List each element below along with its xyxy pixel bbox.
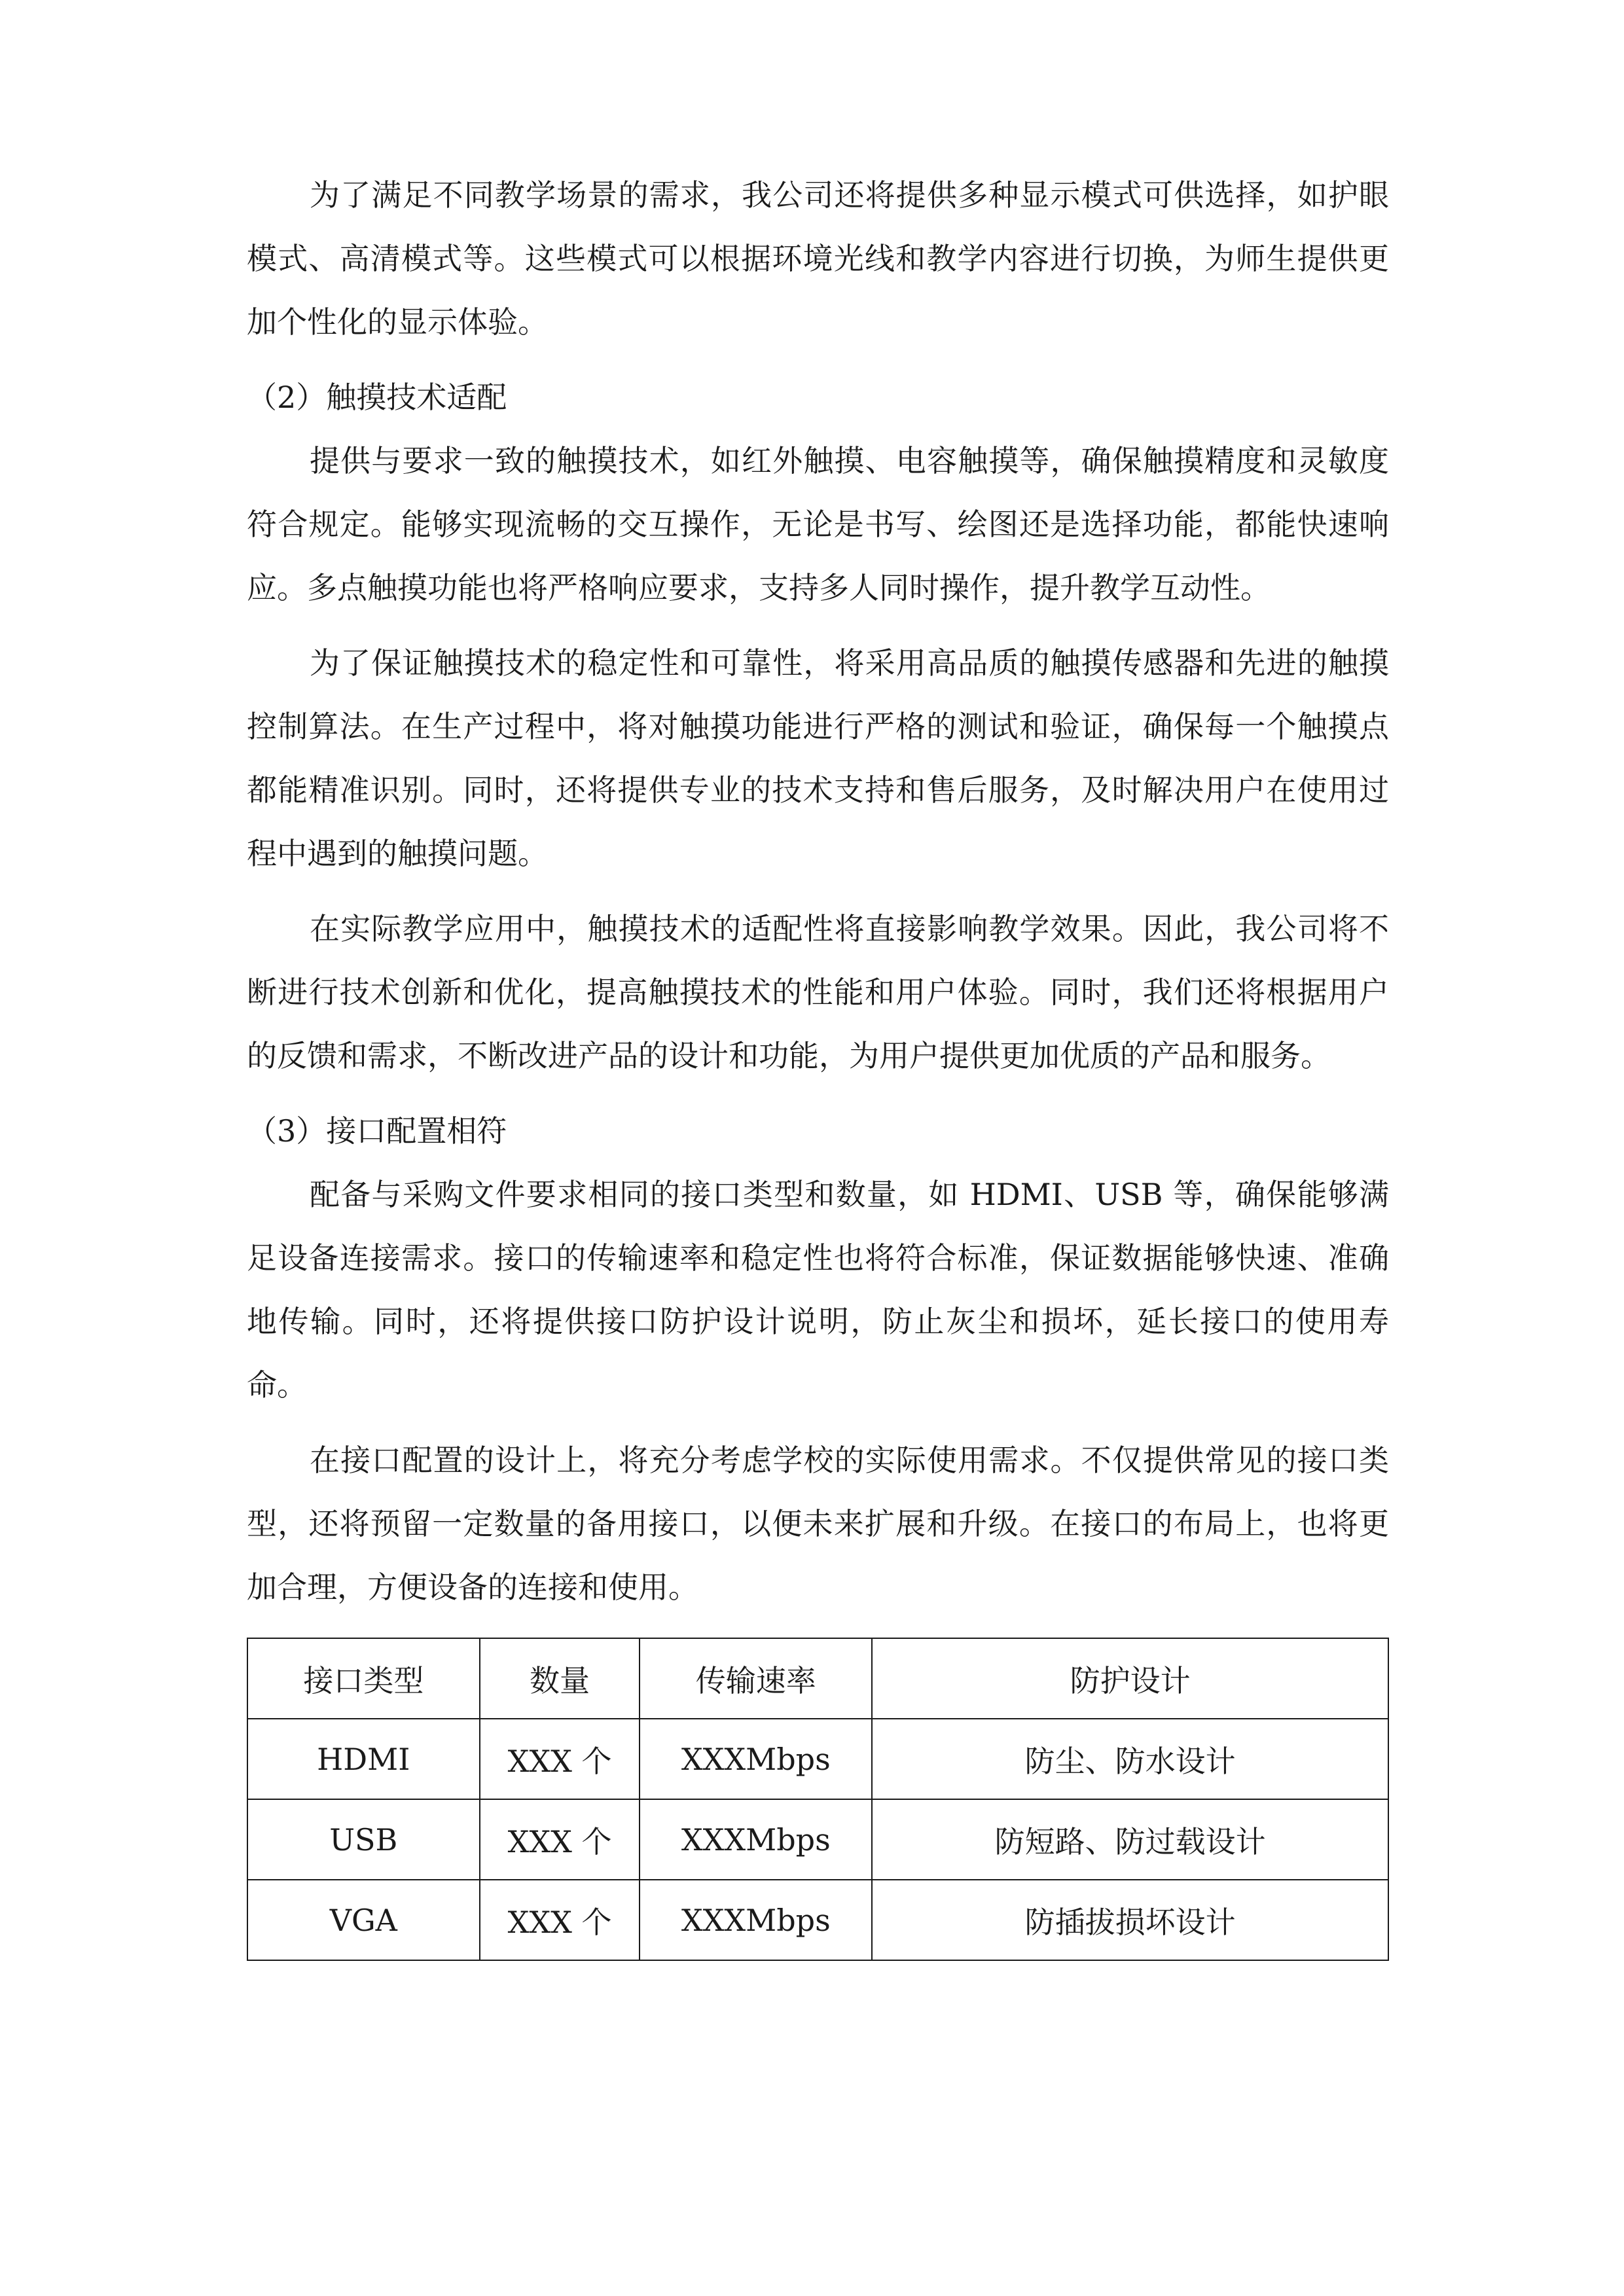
paragraph-interface-1: 配备与采购文件要求相同的接口类型和数量，如 HDMI、USB 等，确保能够满足设备连接需求。接口的传输速率和稳定性也将符合标准，保证数据能够快速、准确地传输。同时，还将提供接口防护设计说明，防止灰尘和损坏，延长接口的使用寿命。 [247, 1177, 1389, 1403]
table-row [247, 1799, 1388, 1880]
cell-interface-type: VGA [247, 1880, 480, 1960]
paragraph-touch-2: 为了保证触摸技术的稳定性和可靠性，将采用高品质的触摸传感器和先进的触摸控制算法。在生产过程中，将对触摸功能进行严格的测试和验证，确保每一个触摸点都能精准识别。同时，还将提供专业的技术支持和售后服务，及时解决用户在使用过程中遇到的触摸问题。 [247, 645, 1389, 871]
header-protection-design: 防护设计 [872, 1638, 1388, 1719]
cell-quantity: XXX 个 [480, 1799, 640, 1880]
cell-transfer-rate: XXXMbps [640, 1799, 872, 1880]
section-heading-touch: （2）触摸技术适配 [247, 380, 507, 415]
interface-table [247, 1638, 1389, 1961]
cell-protection-design: 防尘、防水设计 [872, 1719, 1388, 1799]
header-quantity: 数量 [480, 1638, 640, 1719]
cell-protection-design: 防短路、防过载设计 [872, 1799, 1388, 1880]
cell-protection-design: 防插拔损坏设计 [872, 1880, 1388, 1960]
section-heading-interface: （3）接口配置相符 [247, 1113, 507, 1149]
table-row [247, 1880, 1388, 1960]
cell-transfer-rate: XXXMbps [640, 1719, 872, 1799]
cell-transfer-rate: XXXMbps [640, 1880, 872, 1960]
paragraph-display-modes: 为了满足不同教学场景的需求，我公司还将提供多种显示模式可供选择，如护眼模式、高清模式等。这些模式可以根据环境光线和教学内容进行切换，为师生提供更加个性化的显示体验。 [247, 177, 1389, 340]
cell-interface-type: HDMI [247, 1719, 480, 1799]
cell-quantity: XXX 个 [480, 1880, 640, 1960]
document-body [247, 164, 1389, 1961]
paragraph-interface-2: 在接口配置的设计上，将充分考虑学校的实际使用需求。不仅提供常见的接口类型，还将预留一定数量的备用接口，以便未来扩展和升级。在接口的布局上，也将更加合理，方便设备的连接和使用。 [247, 1443, 1389, 1605]
header-transfer-rate: 传输速率 [640, 1638, 872, 1719]
table-row [247, 1719, 1388, 1799]
paragraph-touch-1: 提供与要求一致的触摸技术，如红外触摸、电容触摸等，确保触摸精度和灵敏度符合规定。能够实现流畅的交互操作，无论是书写、绘图还是选择功能，都能快速响应。多点触摸功能也将严格响应要求，支持多人同时操作，提升教学互动性。 [247, 443, 1389, 605]
header-interface-type: 接口类型 [247, 1638, 480, 1719]
cell-interface-type: USB [247, 1799, 480, 1880]
cell-quantity: XXX 个 [480, 1719, 640, 1799]
table-header-row [247, 1638, 1388, 1719]
paragraph-touch-3: 在实际教学应用中，触摸技术的适配性将直接影响教学效果。因此，我公司将不断进行技术创新和优化，提高触摸技术的性能和用户体验。同时，我们还将根据用户的反馈和需求，不断改进产品的设计和功能，为用户提供更加优质的产品和服务。 [247, 911, 1389, 1073]
